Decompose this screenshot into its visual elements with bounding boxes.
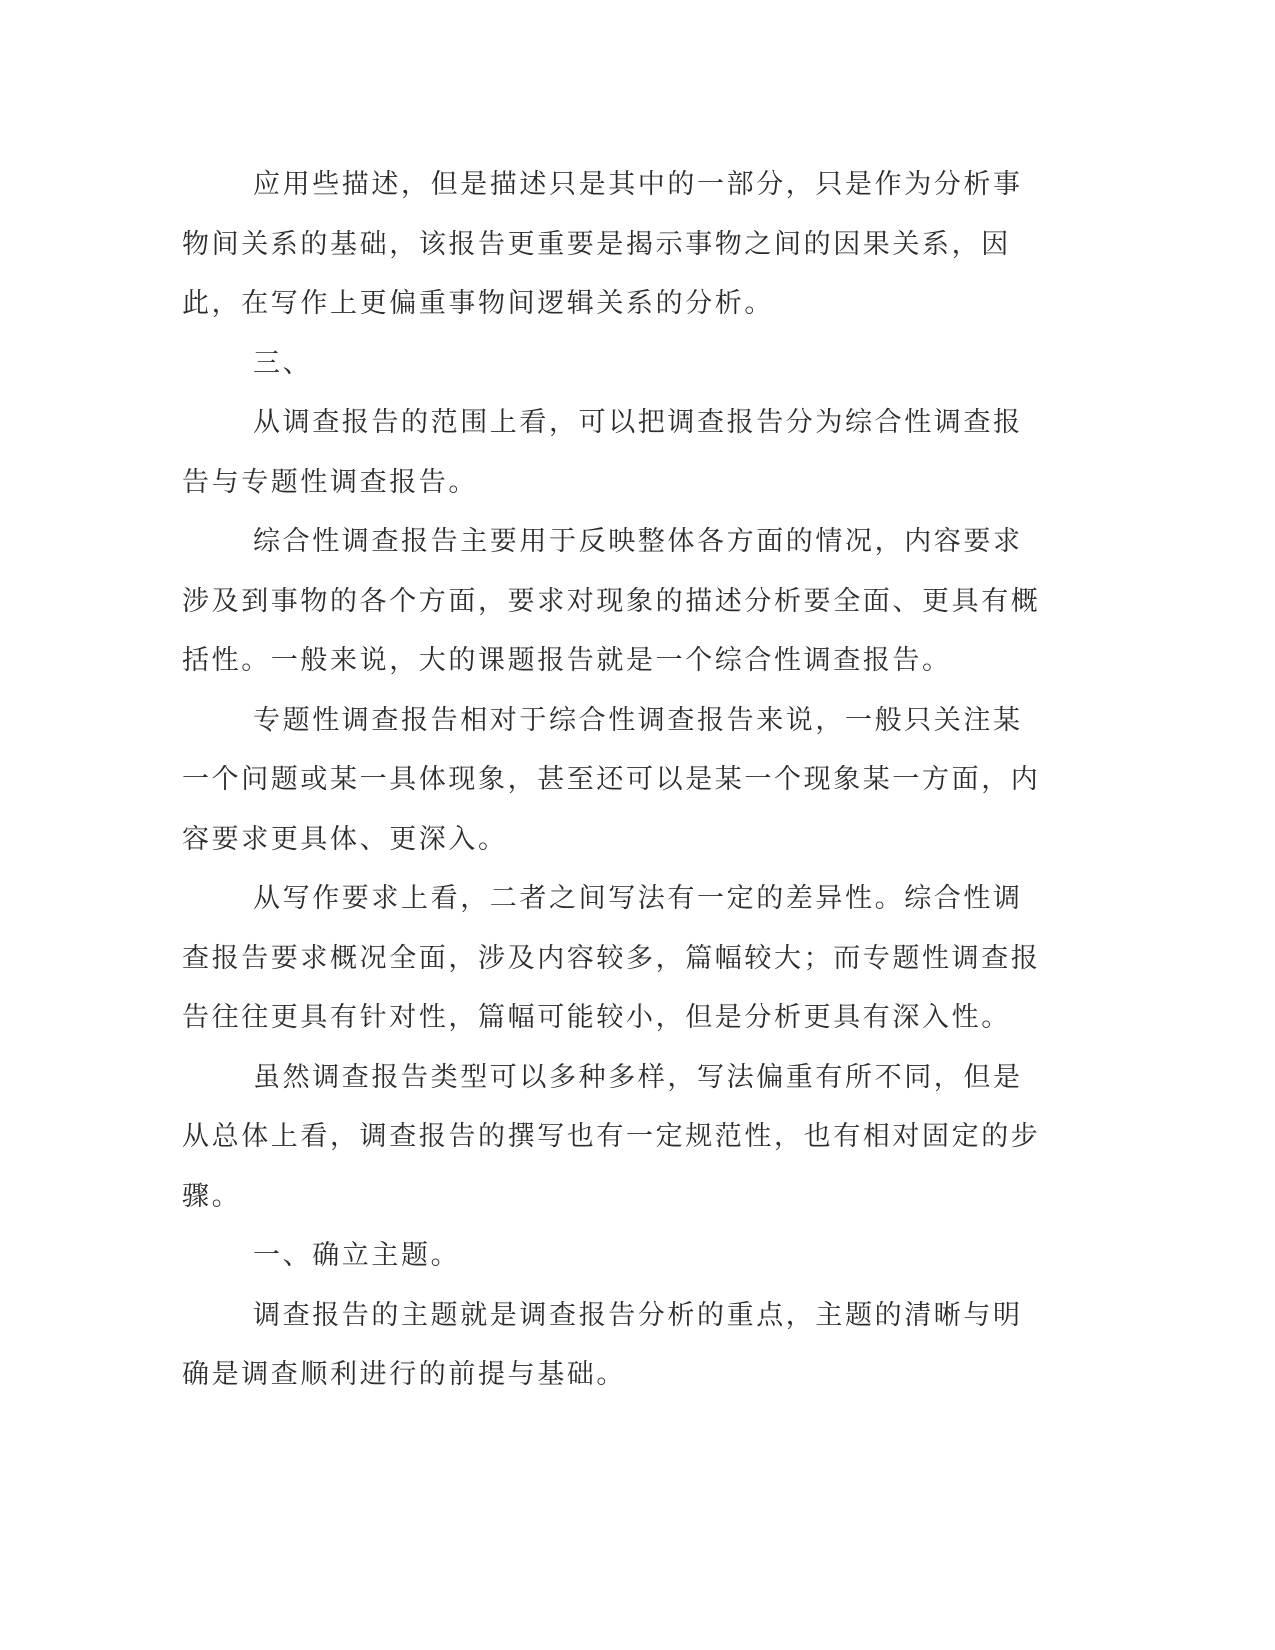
- text-line: 一、确立主题。: [253, 1240, 461, 1271]
- section-number: [182, 334, 1042, 394]
- text-line: 综合性调查报告主要用于反映整体各方面的情况，内容要求涉及: [182, 526, 1023, 617]
- text-line: 关系的基础，该报告更重要是揭示事物之间的因果关系，因此，在写: [182, 228, 1011, 319]
- text-line: 更具体、更深入。: [270, 823, 508, 855]
- text-line: 到事物的各个方面，要求对现象的描述分析要全面、更具有概括性。: [182, 585, 1041, 676]
- text-line: 更具有针对性，篇幅可能较小，但是分析更具有深入性。: [270, 1002, 1011, 1033]
- text-line: 三、: [253, 347, 313, 379]
- paragraph: [182, 512, 1042, 691]
- text-line: 体上看，调查报告的撰写也有一定规范性，也有相对固定的步骤。: [182, 1121, 1041, 1212]
- text-line: 作上更偏重事物间逻辑关系的分析。: [300, 288, 775, 319]
- text-line: 调查报告的主题就是调查报告分析的重点，主题的清晰与明确是: [182, 1299, 1023, 1390]
- text-line: 告要求概况全面，涉及内容较多，篇幅较大；而专题性调查报告往往: [182, 942, 1041, 1033]
- paragraph: [182, 1286, 1042, 1405]
- text-line: 专题性调查报告。: [241, 466, 479, 498]
- document-body: [182, 155, 1042, 1405]
- text-line: 从调查报告的范围上看，可以把调查报告分为综合性调查报告与: [182, 407, 1023, 498]
- text-line: 专题性调查报告相对于综合性调查报告来说，一般只关注某一个: [182, 704, 1023, 795]
- paragraph: [182, 869, 1042, 1048]
- paragraph: [182, 393, 1042, 512]
- step-heading: [182, 1226, 1042, 1286]
- text-line: 从写作要求上看，二者之间写法有一定的差异性。综合性调查报: [182, 883, 1023, 974]
- text-line: 一般来说，大的课题报告就是一个综合性调查报告。: [270, 645, 952, 676]
- text-line: 虽然调查报告类型可以多种多样，写法偏重有所不同，但是从总: [182, 1061, 1023, 1152]
- text-line: 问题或某一具体现象，甚至还可以是某一个现象某一方面，内容要求: [182, 764, 1041, 855]
- text-line: 应用些描述，但是描述只是其中的一部分，只是作为分析事物间: [182, 169, 1023, 260]
- paragraph: [182, 155, 1042, 334]
- paragraph: [182, 691, 1042, 870]
- text-line: 调查顺利进行的前提与基础。: [241, 1359, 627, 1390]
- paragraph: [182, 1048, 1042, 1227]
